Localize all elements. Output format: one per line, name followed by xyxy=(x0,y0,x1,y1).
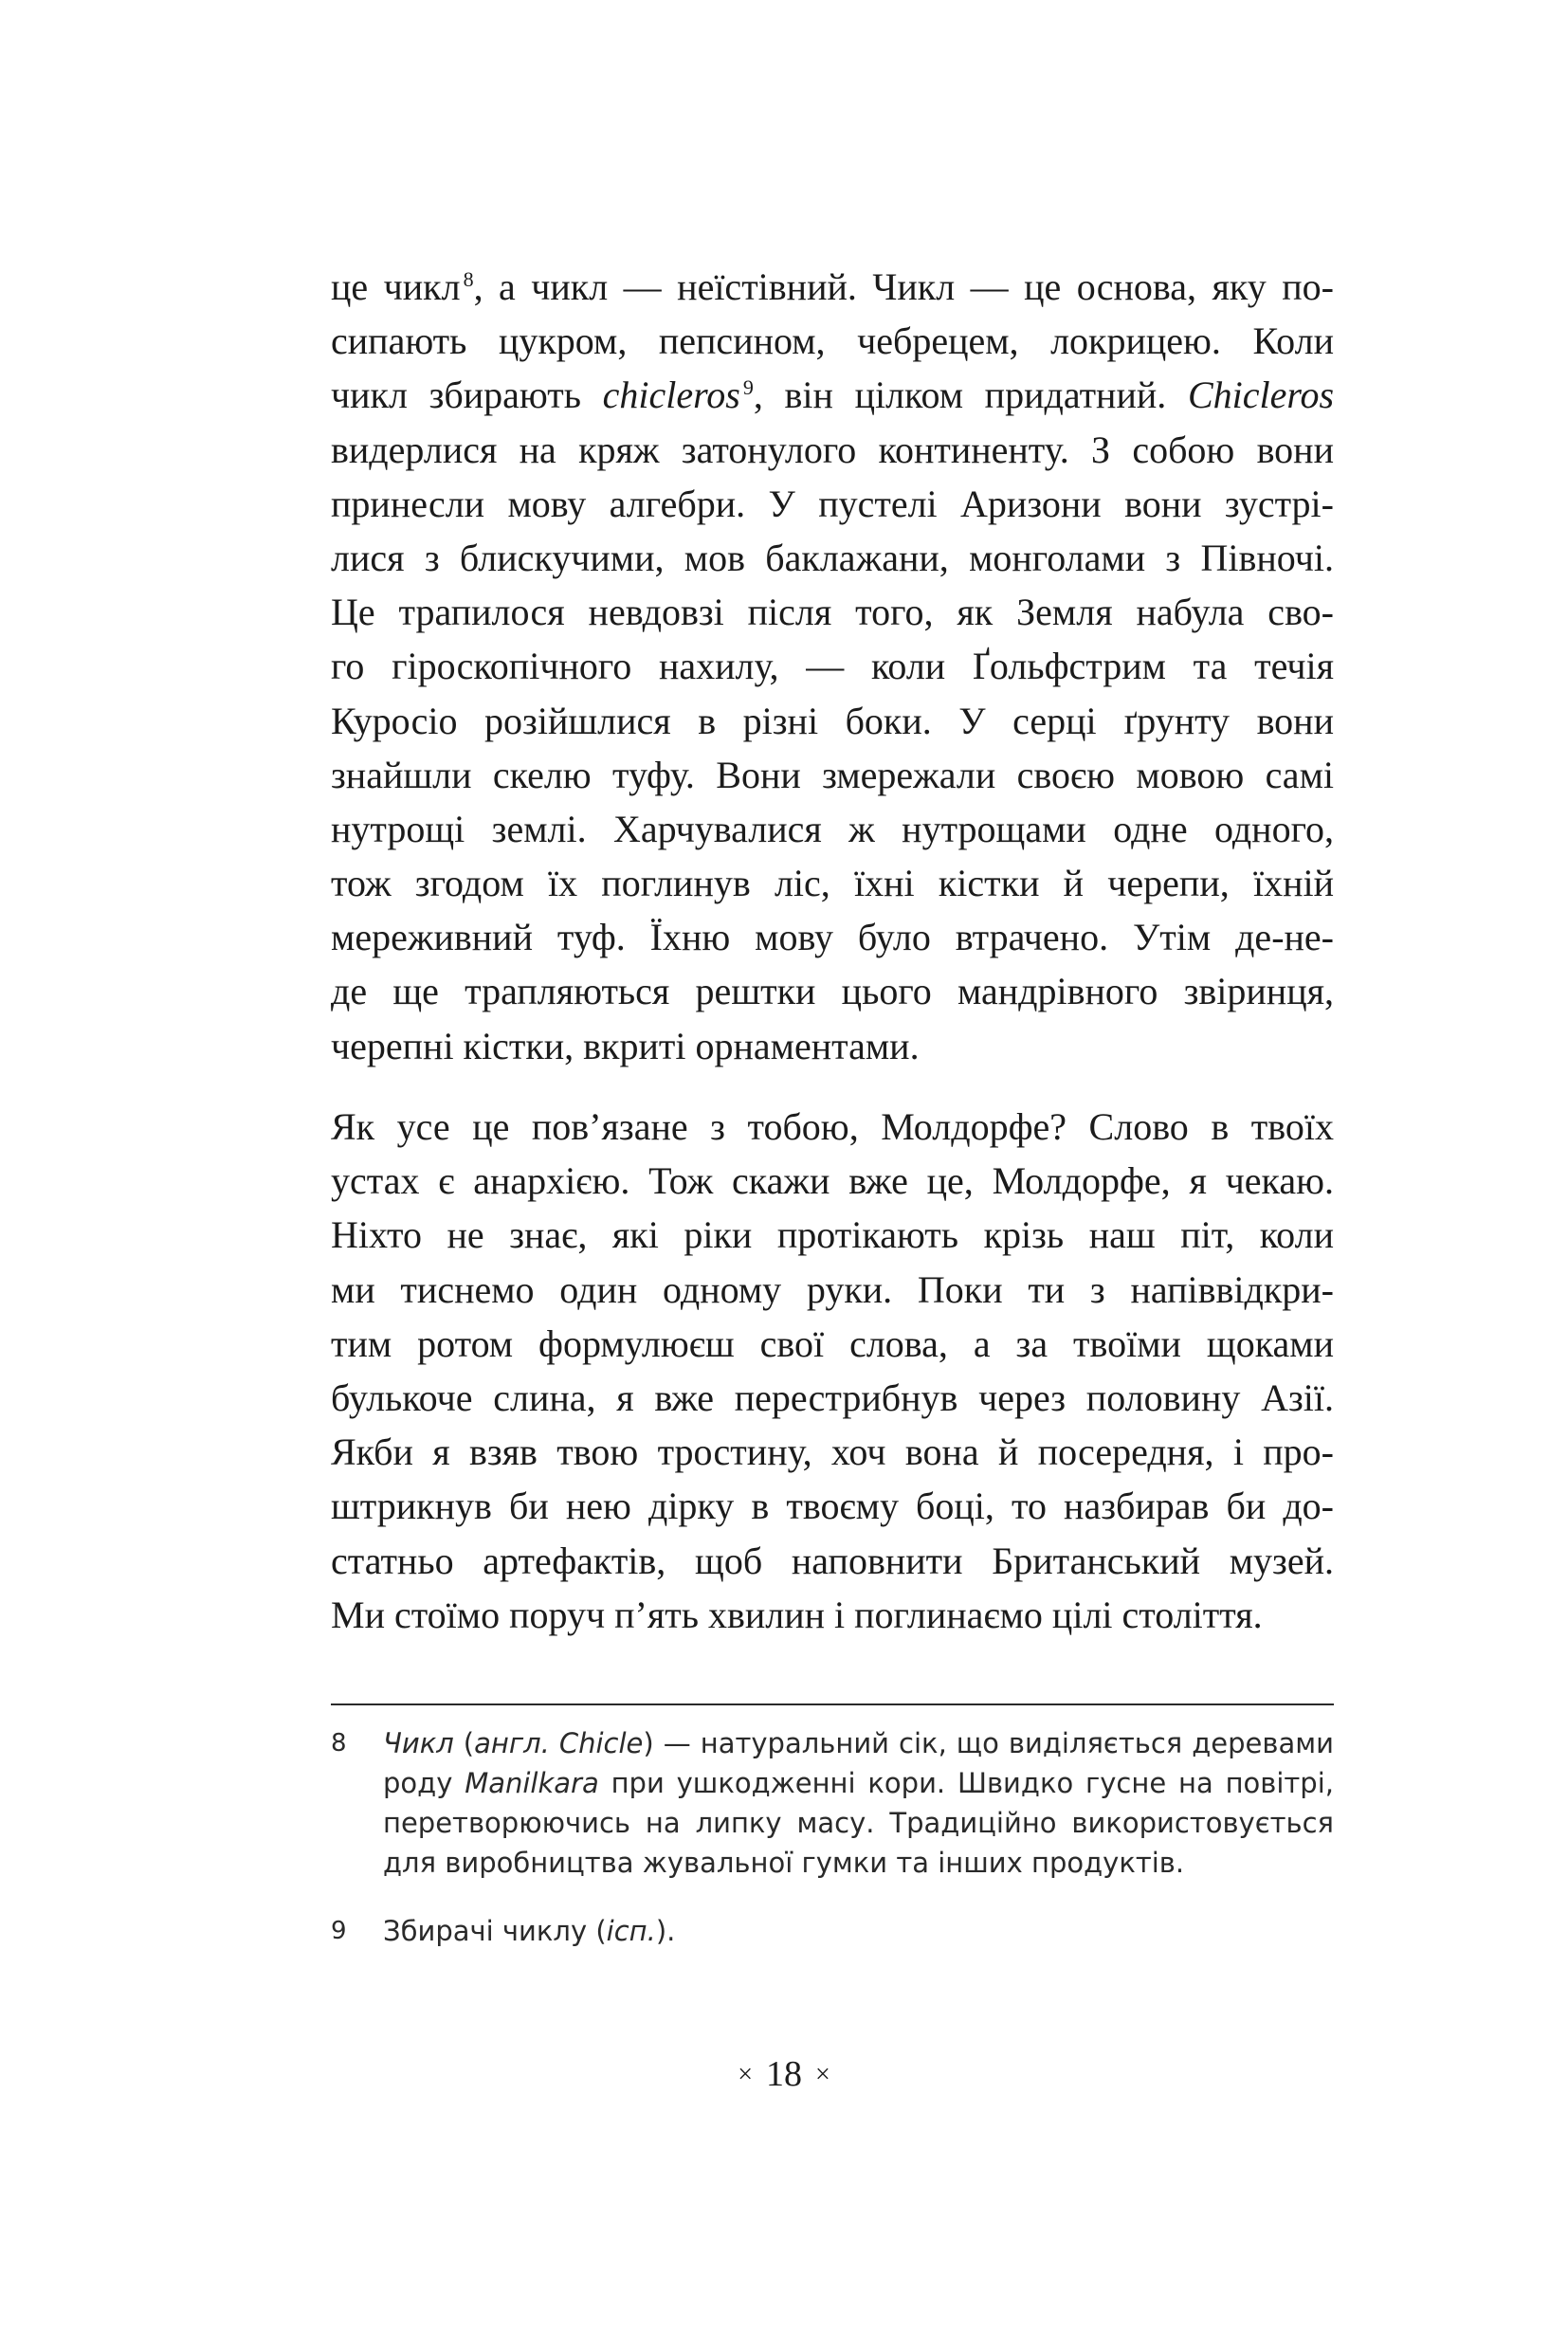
footnote-line: Збирачі чиклу (ісп.). xyxy=(383,1915,676,1947)
paragraph-2 xyxy=(331,1100,1334,1642)
text-line: сипають цукром, пепсином, чебрецем, локрицею. Коли xyxy=(331,319,1334,363)
text-line: тож згодом їх поглинув ліс, їхні кістки й черепи, їхній xyxy=(331,862,1334,905)
page-number xyxy=(0,2053,1568,2095)
text-line: нутрощі землі. Харчувалися ж нутрощами одне одного, xyxy=(331,807,1334,850)
text-line: Ніхто не знає, які ріки протікають крізь наш піт, коли xyxy=(331,1213,1334,1257)
footnote-divider xyxy=(331,1703,1334,1705)
text-line: це чикл $^8$, а чикл — неїстівний. Чикл — це основа, яку по- xyxy=(331,265,1334,308)
footnote-line: роду Manilkara при ушкодженні кори. Швидко гусне на повітрі, xyxy=(383,1767,1334,1799)
text-line: Це трапилося невдовзі після того, як Земля набула сво- xyxy=(331,591,1334,634)
footnote-reference-9[interactable]: 9 xyxy=(742,375,754,400)
text-line: Ми стоїмо поруч п’ять хвилин і поглинаємо цілі століття. xyxy=(331,1593,1263,1636)
ornament-cross-icon: × xyxy=(738,2060,753,2089)
footnote-line: перетворюючись на липку масу. Традиційно використовується xyxy=(383,1807,1334,1839)
footnote-line: для виробництва жувальної гумки та інших продуктів. xyxy=(383,1847,1185,1879)
text-line: черепні кістки, вкриті орнаментами. xyxy=(331,1024,920,1067)
ornament-cross-icon: × xyxy=(815,2060,830,2089)
footnote-line: Чикл (англ. Chicle) — натуральний сік, що виділяється деревами xyxy=(383,1727,1334,1759)
text-line: Куросіо розійшлися в різні боки. У серці ґрунту вони xyxy=(331,699,1334,742)
footnote-number: 9 xyxy=(331,1917,347,1945)
text-line: чикл збирають chicleros $^9$, він цілком придатний. Chicleros xyxy=(331,373,1335,417)
text-line: тим ротом формулюєш свої слова, а за твоїми щоками xyxy=(331,1321,1334,1365)
text-line: мереживний туф. Їхню мову було втрачено. Утім де-не- xyxy=(331,916,1334,959)
text-line: знайшли скелю туфу. Вони змережали своєю мовою самі xyxy=(331,753,1334,796)
text-line: ми тиснемо один одному руки. Поки ти з напіввідкри- xyxy=(331,1267,1334,1311)
text-line: видерлися на кряж затонулого континенту. З собою вони xyxy=(331,428,1334,471)
text-line: штрикнув би нею дірку в твоєму боці, то назбирав би до- xyxy=(331,1485,1334,1528)
text-line: Якби я взяв твою тростину, хоч вона й посередня, і про- xyxy=(331,1430,1334,1474)
text-line: Як усе це пов’язане з тобою, Молдорфе? Слово в твоїх xyxy=(331,1105,1334,1148)
text-line: булькоче слина, я вже перестрибнув через половину Азії. xyxy=(331,1375,1334,1419)
page-number-value: 18 xyxy=(766,2054,802,2094)
text-line: лися з блискучими, мов баклажани, монголами з Півночі. xyxy=(331,536,1334,579)
footnote-text xyxy=(383,1911,1334,1951)
footnote-text xyxy=(383,1723,1334,1883)
paragraph-1 xyxy=(331,260,1334,1073)
text-line: де ще трапляються рештки цього мандрівного звіринця, xyxy=(331,970,1334,1013)
footnote-reference-8[interactable]: 8 xyxy=(463,267,474,291)
text-line: принесли мову алгебри. У пустелі Аризони вони зустрі- xyxy=(331,482,1334,525)
text-line: го гіроскопічного нахилу, — коли Ґольфстрим та течія xyxy=(331,645,1334,688)
footnote-number: 8 xyxy=(331,1729,347,1758)
text-line: устах є анархією. Тож скажи вже це, Молдорфе, я чекаю. xyxy=(331,1159,1334,1203)
text-line: статньо артефактів, щоб наповнити Британський музей. xyxy=(331,1539,1334,1582)
